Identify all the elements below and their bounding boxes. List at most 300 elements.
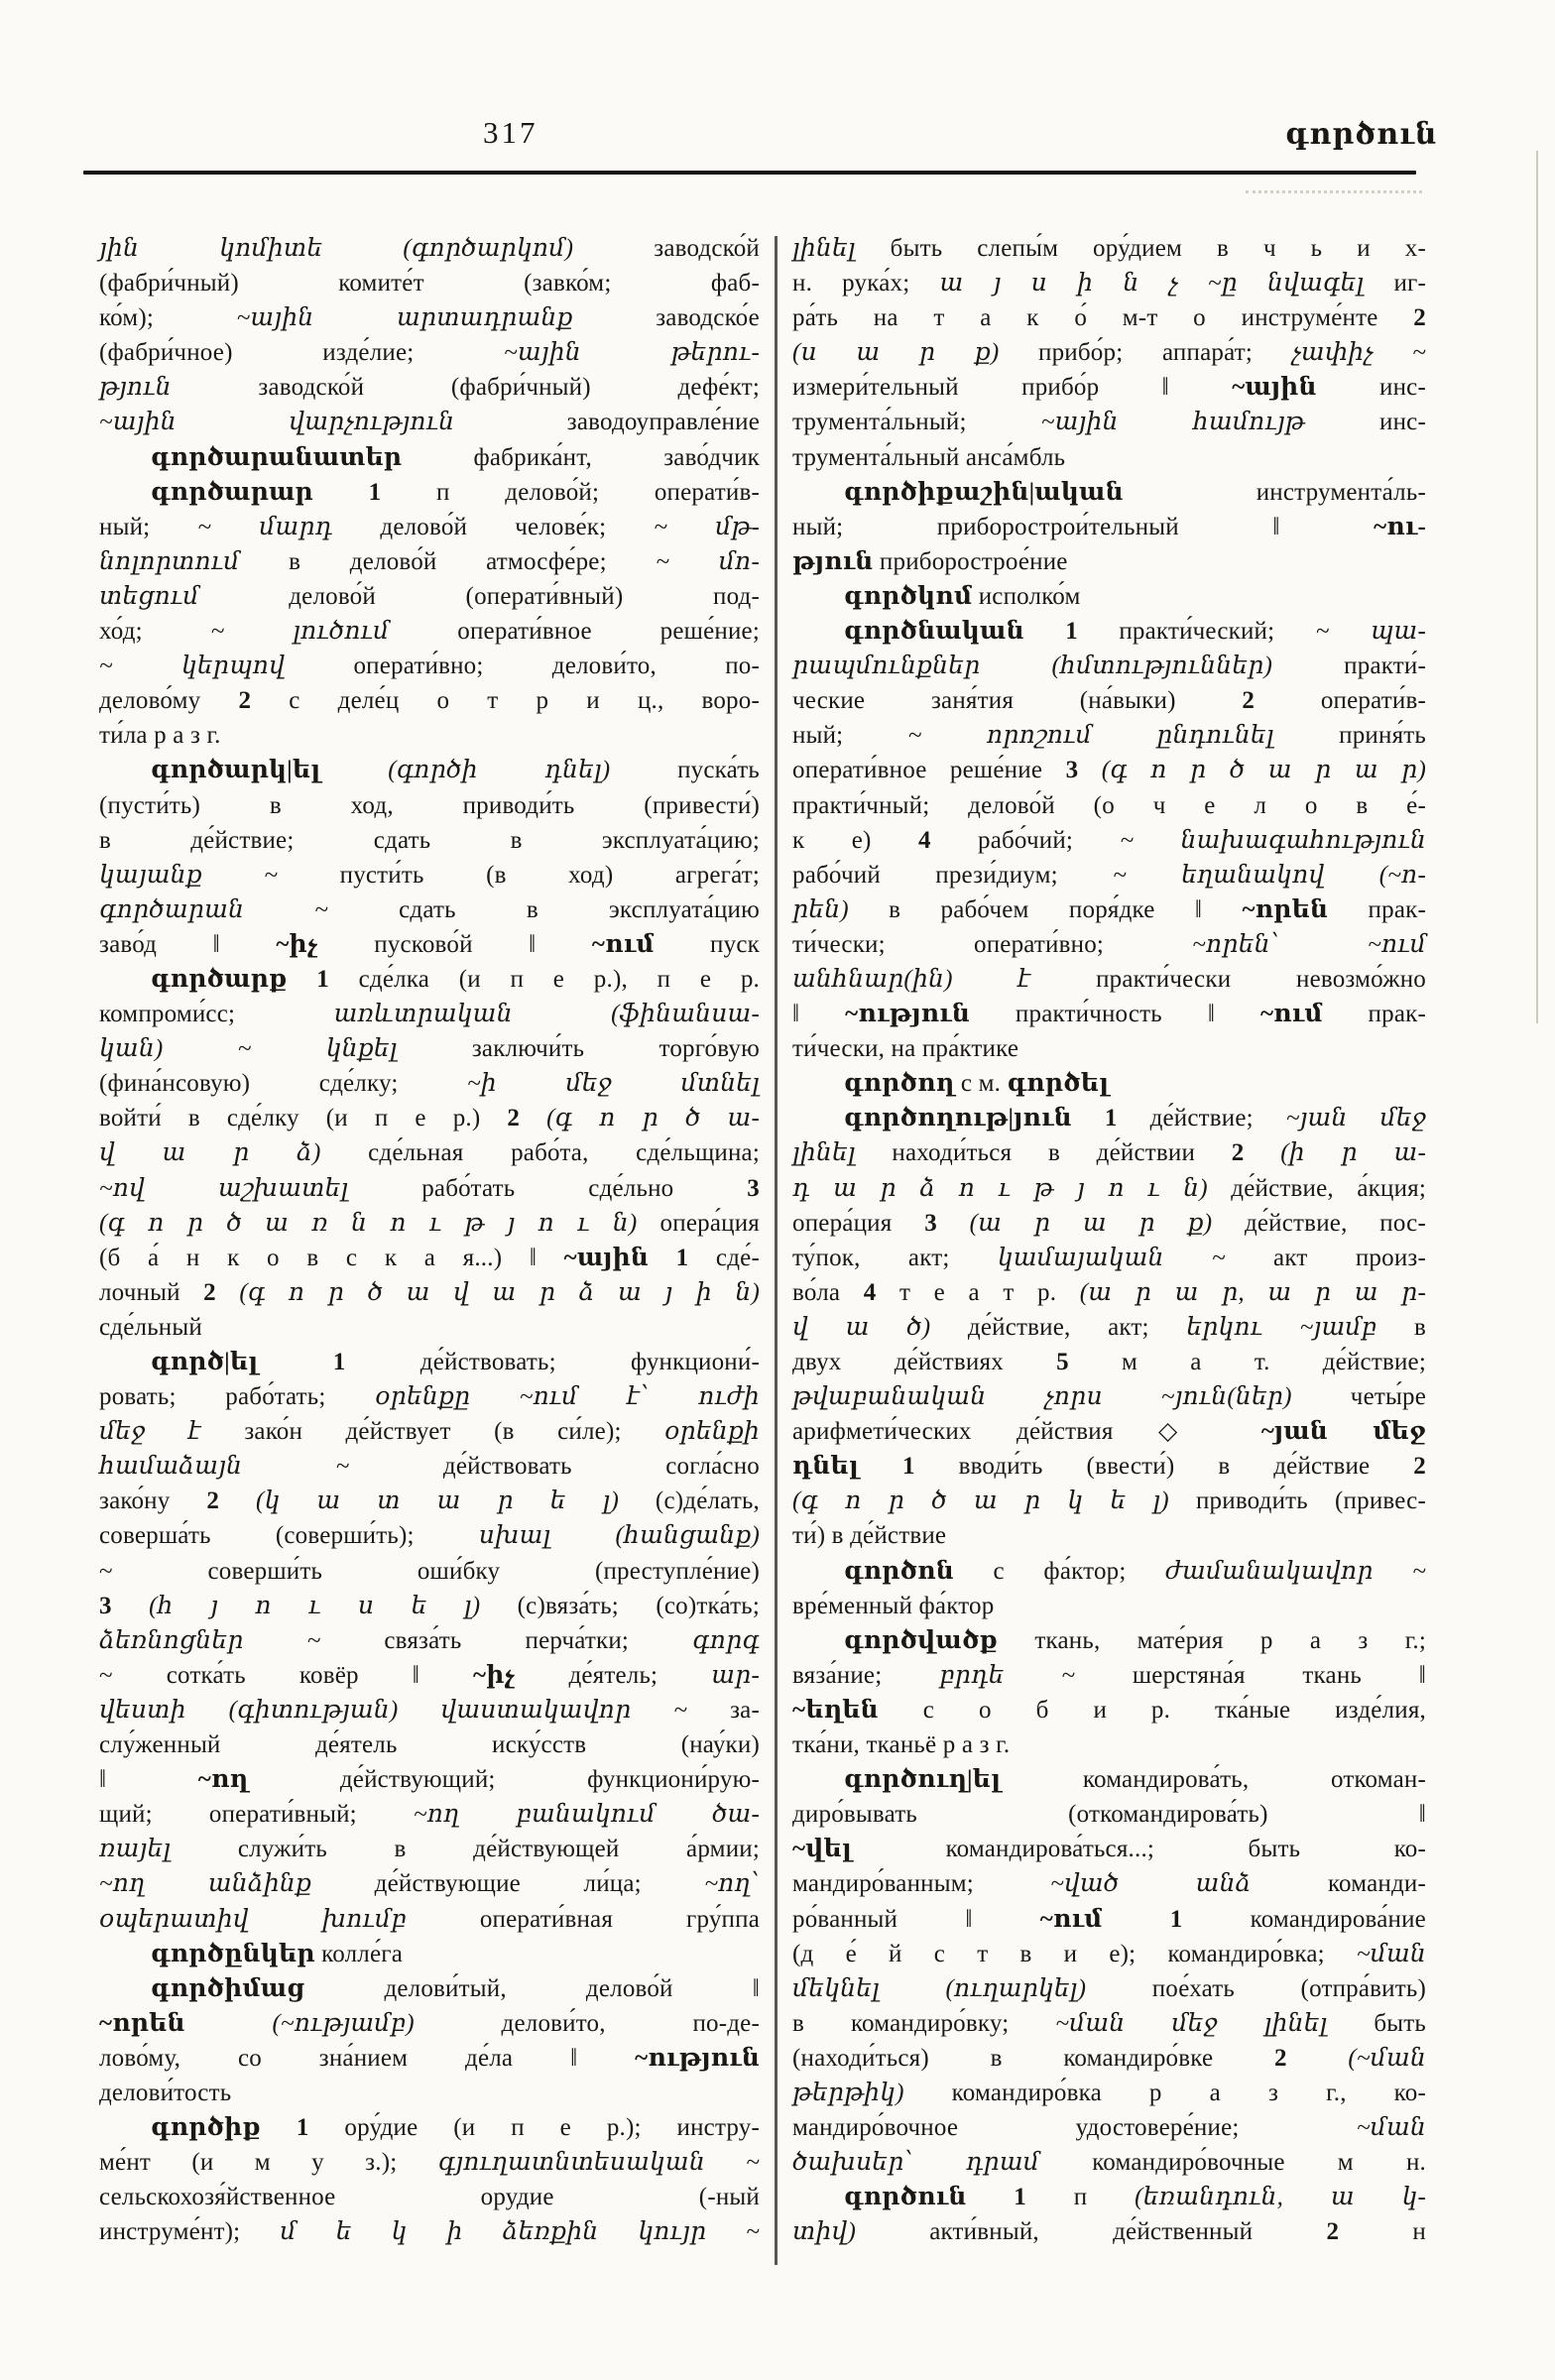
armenian-example-text: ~ եղանակով (~ո- bbox=[1113, 861, 1427, 889]
bold-headword-text: գործոն bbox=[844, 1557, 954, 1585]
armenian-example-text: ~ կերպով bbox=[99, 653, 286, 680]
text-line bbox=[99, 335, 760, 370]
russian-text: п bbox=[1026, 2184, 1136, 2211]
bold-headword-text: ~ում bbox=[1259, 1001, 1323, 1028]
text-line bbox=[792, 1135, 1426, 1170]
russian-text: де́йствие, пос- bbox=[1212, 1209, 1426, 1237]
bold-headword-text: ~ություն bbox=[845, 1001, 970, 1028]
armenian-example-text: ~ող՝ bbox=[704, 1870, 760, 1898]
bold-headword-text: 2 bbox=[206, 1488, 220, 1515]
text-line bbox=[792, 1414, 1426, 1449]
bold-headword-text: ~իչ bbox=[276, 930, 318, 958]
text-line bbox=[99, 1345, 760, 1379]
russian-text: ро́ванный ‖ bbox=[792, 1905, 1040, 1933]
text-line bbox=[792, 2076, 1426, 2110]
russian-text: н bbox=[1339, 2218, 1426, 2246]
text-line bbox=[792, 1031, 1426, 1066]
text-line bbox=[99, 2214, 760, 2249]
russian-text: инс- bbox=[1304, 409, 1426, 436]
armenian-example-text: (~ման bbox=[1348, 2044, 1426, 2072]
bold-headword-text: ~ություն bbox=[635, 2044, 760, 2072]
text-line bbox=[99, 823, 760, 858]
text-line bbox=[99, 1484, 760, 1518]
bold-headword-text: 3 bbox=[1065, 757, 1079, 784]
russian-text: арифмети́ческих де́йствия ◇ bbox=[792, 1418, 1261, 1446]
russian-text: соверша́ть (соверши́ть); bbox=[99, 1522, 479, 1550]
russian-text bbox=[1244, 1139, 1280, 1166]
armenian-example-text: (ա ր ա ր ք) bbox=[969, 1209, 1213, 1237]
text-line bbox=[792, 1310, 1426, 1345]
bold-headword-text: 5 bbox=[1056, 1349, 1069, 1375]
armenian-example-text: մ ե կ ի ձեռքին կույր ~ bbox=[280, 2218, 760, 2246]
russian-text: (находи́ться) в командиро́вке bbox=[792, 2044, 1274, 2072]
armenian-example-text: թվաբանական չորս ~յուն(ներ) bbox=[792, 1383, 1292, 1411]
bold-headword-text: 1 bbox=[332, 1349, 346, 1375]
text-line bbox=[792, 1554, 1426, 1589]
text-line bbox=[99, 440, 760, 475]
russian-text: (фабри́чный) комите́т (завко́м; фаб- bbox=[99, 270, 760, 298]
text-line bbox=[99, 2006, 760, 2041]
text-line bbox=[99, 300, 760, 335]
text-line bbox=[792, 475, 1426, 510]
russian-text: сде́- bbox=[688, 1244, 760, 1271]
armenian-example-text: լինել bbox=[792, 1139, 856, 1167]
russian-text: опера́ция bbox=[637, 1209, 760, 1237]
armenian-example-text: տեցում bbox=[99, 582, 199, 610]
russian-text: пуска́ть bbox=[610, 757, 760, 784]
armenian-example-text: մեջ է bbox=[99, 1418, 201, 1446]
bold-headword-text: ~ու- bbox=[1374, 513, 1426, 540]
russian-text: во́ла bbox=[792, 1278, 864, 1306]
russian-text: ти́чески, на пра́ктике bbox=[792, 1035, 1019, 1063]
text-line bbox=[792, 649, 1426, 683]
russian-text: заводско́е bbox=[572, 304, 760, 332]
text-line bbox=[99, 370, 760, 405]
russian-text: практи́ческий; bbox=[1077, 618, 1316, 646]
armenian-example-text: անհնար(ին) է bbox=[792, 965, 1031, 993]
text-line bbox=[792, 1066, 1426, 1101]
text-line bbox=[99, 2110, 760, 2145]
russian-text: в командиро́вку; bbox=[792, 2009, 1056, 2037]
russian-text bbox=[216, 1279, 239, 1306]
armenian-example-text: (գործի դնել) bbox=[388, 757, 611, 784]
bold-headword-text: գործիմաց bbox=[151, 1974, 305, 2002]
russian-text: диро́вывать (откомандирова́ть) ‖ bbox=[792, 1801, 1426, 1829]
russian-text: (фабри́чное) изде́лие; bbox=[99, 339, 505, 367]
text-line bbox=[99, 1206, 760, 1241]
russian-text: сде́льная рабо́та, сде́льщина; bbox=[320, 1139, 760, 1167]
russian-text: ровать; рабо́тать; bbox=[99, 1383, 376, 1411]
text-line bbox=[99, 544, 760, 579]
russian-text: (с)де́лать, bbox=[618, 1488, 760, 1515]
russian-text bbox=[313, 479, 369, 506]
bold-headword-text: 2 bbox=[203, 1278, 216, 1306]
armenian-example-text: ժամանակավոր ~ bbox=[1165, 1557, 1426, 1585]
russian-text: рабо́чий прези́диум; bbox=[792, 861, 1114, 889]
bold-headword-text: 4 bbox=[863, 1278, 877, 1306]
bold-headword-text: ~եղեն bbox=[792, 1696, 879, 1724]
armenian-example-text: յին կոմիտե (գործարկոմ) bbox=[99, 235, 574, 262]
bold-headword-text: ~ային bbox=[563, 1244, 650, 1271]
russian-text: компроми́сс; bbox=[99, 1001, 334, 1028]
bold-headword-text: գործարանատեր bbox=[151, 443, 403, 471]
page-number: 317 bbox=[483, 115, 538, 150]
armenian-example-text: ձեռնոցներ ~ bbox=[99, 1626, 321, 1654]
armenian-example-text: (ի ր ա- bbox=[1280, 1139, 1426, 1167]
text-line bbox=[99, 1762, 760, 1797]
text-line bbox=[99, 1937, 760, 1971]
russian-text: связа́ть перча́тки; bbox=[320, 1626, 693, 1654]
russian-text: хо́д; bbox=[99, 618, 211, 646]
russian-text: ‖ bbox=[792, 1001, 846, 1028]
russian-text: ‖ bbox=[99, 1766, 198, 1794]
russian-text: войти́ в сде́лку (и п е р.) bbox=[99, 1105, 508, 1132]
armenian-example-text: ~ մթ- bbox=[654, 513, 760, 540]
text-line bbox=[99, 1727, 760, 1762]
bold-headword-text: գործնական bbox=[844, 618, 1024, 646]
column-left bbox=[99, 231, 760, 2249]
russian-text: измери́тельный прибо́р ‖ bbox=[792, 374, 1233, 402]
text-line bbox=[792, 927, 1426, 962]
russian-text: делово́му bbox=[99, 687, 239, 715]
armenian-example-text: ~ային թերու- bbox=[504, 339, 760, 367]
text-line bbox=[792, 1171, 1426, 1206]
text-line bbox=[792, 2110, 1426, 2145]
armenian-example-text: (գ ո ր ծ ա- bbox=[546, 1105, 760, 1132]
bold-headword-text: գործուղ|ել bbox=[844, 1766, 1002, 1794]
russian-text: м а т. де́йствие; bbox=[1068, 1349, 1426, 1375]
russian-text: трумента́льный анса́мбль bbox=[792, 443, 1066, 471]
armenian-example-text: ~ի մեջ մտնել bbox=[467, 1070, 760, 1098]
armenian-example-text: գորգ bbox=[692, 1626, 760, 1654]
text-line bbox=[99, 405, 760, 439]
armenian-example-text: վ ա ր ձ) bbox=[99, 1139, 321, 1167]
armenian-example-text: ~ային համույթ bbox=[1040, 409, 1305, 436]
text-line bbox=[99, 753, 760, 787]
bold-headword-text: ~որեն bbox=[99, 2009, 185, 2037]
armenian-example-text: սխալ (հանցանք) bbox=[478, 1522, 760, 1550]
text-line bbox=[792, 1101, 1426, 1135]
text-line bbox=[792, 1762, 1426, 1797]
armenian-example-text: նոլորտում bbox=[99, 547, 240, 575]
russian-text: ти́ла р а з г. bbox=[99, 722, 221, 750]
text-line bbox=[99, 2041, 760, 2076]
armenian-example-text: համաձայն ~ bbox=[99, 1453, 350, 1481]
armenian-example-text: օպերատիվ խումբ bbox=[99, 1905, 407, 1933]
armenian-example-text: ~ նախագահություն bbox=[1120, 826, 1426, 854]
text-line bbox=[792, 2041, 1426, 2076]
bold-headword-text: գործարկ|ել bbox=[151, 757, 321, 784]
armenian-example-text: վ ա ծ) bbox=[792, 1313, 931, 1341]
russian-text: заводоуправле́ние bbox=[454, 409, 760, 436]
russian-text: ти́чески; операти́вно; bbox=[792, 930, 1193, 958]
text-line bbox=[792, 753, 1426, 787]
russian-text: (д е́ й с т в и е); командиро́вка; bbox=[792, 1940, 1357, 1967]
russian-text: с м. bbox=[954, 1070, 1008, 1098]
russian-text: с деле́ц о т р и ц., воро- bbox=[251, 687, 760, 715]
russian-text: командирова́ние bbox=[1182, 1905, 1426, 1933]
bold-headword-text: գործարար bbox=[151, 478, 313, 506]
armenian-example-text: թերթիկ) bbox=[792, 2079, 904, 2106]
text-line bbox=[99, 1658, 760, 1693]
bold-headword-text: ~ային bbox=[1232, 374, 1317, 402]
text-line bbox=[99, 1171, 760, 1206]
russian-text bbox=[219, 1488, 256, 1514]
bold-headword-text: դնել bbox=[792, 1453, 859, 1481]
russian-text: сде́льный bbox=[99, 1313, 202, 1341]
armenian-example-text: թյուն bbox=[99, 374, 172, 402]
russian-text: мандиро́вочное удостовере́ние; bbox=[792, 2114, 1357, 2142]
armenian-example-text: գործարան ~ bbox=[99, 895, 328, 923]
text-line bbox=[792, 1449, 1426, 1484]
russian-text: команди- bbox=[1251, 1870, 1426, 1898]
bold-headword-text: գործողութ|յուն bbox=[844, 1105, 1072, 1132]
text-line bbox=[99, 962, 760, 997]
russian-text bbox=[258, 1349, 332, 1375]
russian-text: лово́му, со зна́нием де́ла ‖ bbox=[99, 2044, 636, 2072]
bold-headword-text: թյուն bbox=[792, 547, 874, 575]
text-line bbox=[792, 788, 1426, 823]
bold-headword-text: ~ող bbox=[197, 1766, 249, 1794]
text-line bbox=[99, 2145, 760, 2180]
text-line bbox=[792, 2214, 1426, 2249]
bold-headword-text: 4 bbox=[917, 826, 931, 854]
russian-text: инс- bbox=[1316, 374, 1426, 402]
armenian-example-text: ~որեն՝ ~ում bbox=[1192, 930, 1426, 958]
russian-text: находи́ться в де́йствии bbox=[855, 1139, 1232, 1167]
russian-text: заключи́ть торго́вую bbox=[397, 1035, 760, 1063]
armenian-example-text: կան) ~ կնքել bbox=[99, 1035, 398, 1063]
text-line bbox=[792, 2006, 1426, 2041]
bold-headword-text: 1 bbox=[1065, 618, 1078, 646]
text-line bbox=[99, 1971, 760, 2006]
bold-headword-text: ~վել bbox=[792, 1836, 853, 1863]
russian-text: приводи́ть (привес- bbox=[1168, 1488, 1426, 1515]
text-line bbox=[792, 892, 1426, 927]
bold-headword-text: գործուն bbox=[844, 2184, 967, 2211]
text-line bbox=[99, 2180, 760, 2214]
russian-text: ткань, мате́рия р а з г.; bbox=[998, 1626, 1426, 1654]
text-line bbox=[99, 1554, 760, 1589]
russian-text: (фина́нсовую) сде́лку; bbox=[99, 1070, 468, 1098]
russian-text: командирова́ться...; быть ко- bbox=[852, 1836, 1426, 1863]
russian-text: слу́женный де́ятель иску́сств (нау́ки) bbox=[99, 1731, 760, 1759]
armenian-example-text: մեկնել (ուղարկել) bbox=[792, 1974, 1087, 2002]
russian-text: вводи́ть (ввести́) в де́йствие bbox=[914, 1453, 1414, 1481]
text-line bbox=[792, 1693, 1426, 1727]
russian-text: пое́хать (отпра́вить) bbox=[1086, 1974, 1426, 2002]
russian-text: трумента́льный; bbox=[792, 409, 1041, 436]
scan-speckles bbox=[1246, 190, 1422, 197]
text-line bbox=[792, 614, 1426, 649]
russian-text: тка́ни, тканьё р а з г. bbox=[792, 1731, 1011, 1759]
armenian-example-text: (ս ա ր ք) bbox=[792, 339, 1000, 367]
text-line bbox=[99, 1066, 760, 1101]
russian-text bbox=[261, 2114, 297, 2141]
russian-text: заводско́й (фабри́чный) дефе́кт; bbox=[171, 374, 760, 402]
text-line bbox=[99, 649, 760, 683]
russian-text: делови́тый, делово́й ‖ bbox=[304, 1974, 760, 2002]
russian-text: (б а́ н к о в с к а я...) ‖ bbox=[99, 1244, 564, 1271]
russian-text: практи́- bbox=[1272, 653, 1426, 680]
armenian-example-text: ~ող անձինք bbox=[99, 1870, 312, 1898]
column-divider-line bbox=[775, 236, 778, 2265]
armenian-example-text: ~ված անձ bbox=[1050, 1870, 1252, 1898]
armenian-example-text: ~ման bbox=[1356, 1940, 1426, 1967]
text-line bbox=[792, 1727, 1426, 1762]
armenian-example-text: ~յան մեջ bbox=[1285, 1105, 1426, 1132]
russian-text: ко́м); bbox=[99, 304, 237, 332]
armenian-example-text: ~ մարդ bbox=[197, 513, 333, 540]
text-line bbox=[99, 231, 760, 266]
russian-text: делови́тость bbox=[99, 2079, 232, 2106]
russian-text: колле́га bbox=[314, 1940, 404, 1967]
bold-headword-text: 2 bbox=[1413, 304, 1426, 332]
text-line bbox=[792, 823, 1426, 858]
armenian-example-text: կայանք ~ bbox=[99, 861, 279, 889]
text-line bbox=[99, 510, 760, 544]
text-line bbox=[99, 858, 760, 892]
bold-headword-text: 2 bbox=[1273, 2044, 1287, 2072]
russian-text: ту́пок, акт; bbox=[792, 1244, 998, 1271]
text-line bbox=[792, 1866, 1426, 1901]
bold-headword-text: 1 bbox=[1169, 1905, 1183, 1933]
russian-text: п делово́й; операти́в- bbox=[381, 478, 760, 506]
text-line bbox=[792, 440, 1426, 475]
bold-headword-text: 3 bbox=[99, 1592, 112, 1619]
header-rule bbox=[83, 171, 1416, 175]
russian-text: операти́вная гру́ппа bbox=[406, 1905, 760, 1933]
armenian-example-text: ~ մո- bbox=[656, 547, 760, 575]
bold-headword-text: գործել bbox=[1007, 1070, 1110, 1098]
russian-text: операти́в- bbox=[1255, 687, 1427, 715]
russian-text: в рабо́чем поря́дке ‖ bbox=[848, 895, 1243, 923]
column-right bbox=[792, 231, 1426, 2249]
russian-text: зако́н де́йствует (в си́ле); bbox=[200, 1418, 665, 1446]
bold-headword-text: 2 bbox=[238, 687, 252, 715]
text-line bbox=[99, 1589, 760, 1623]
armenian-example-text: ար- bbox=[711, 1661, 760, 1689]
text-line bbox=[792, 1206, 1426, 1241]
text-line bbox=[99, 475, 760, 510]
russian-text bbox=[288, 966, 317, 993]
text-line bbox=[99, 1310, 760, 1345]
armenian-example-text: ~ման մեջ լինել bbox=[1055, 2009, 1328, 2037]
bold-headword-text: 1 bbox=[901, 1453, 915, 1481]
russian-text: шерстяна́я ткань ‖ bbox=[1075, 1661, 1426, 1689]
bold-headword-text: ~ում bbox=[1039, 1905, 1103, 1933]
russian-text: делово́й (операти́вный) под- bbox=[198, 582, 760, 610]
russian-text: зако́ну bbox=[99, 1488, 207, 1515]
text-line bbox=[792, 510, 1426, 544]
russian-text: де́йствующий; функциони́рую- bbox=[248, 1766, 760, 1794]
bold-headword-text: 1 bbox=[675, 1244, 689, 1271]
russian-text: операти́вное реше́ние bbox=[792, 757, 1066, 784]
russian-text: служи́ть в де́йствующей а́рмии; bbox=[171, 1836, 760, 1863]
russian-text: пуск bbox=[654, 930, 760, 958]
russian-text: к е) bbox=[792, 826, 918, 854]
armenian-example-text: (գ ո ր ծ ա ր կ ե լ) bbox=[792, 1488, 1169, 1515]
text-line bbox=[792, 2145, 1426, 2180]
text-line bbox=[99, 1797, 760, 1832]
text-line bbox=[99, 2076, 760, 2110]
russian-text: инструме́нт); bbox=[99, 2218, 281, 2246]
russian-text: ~ соверши́ть оши́бку (преступле́ние) bbox=[99, 1557, 760, 1585]
russian-text: ный; bbox=[792, 722, 908, 750]
russian-text: в bbox=[1376, 1313, 1426, 1341]
bold-headword-text: ~իչ bbox=[473, 1661, 516, 1689]
text-line bbox=[99, 997, 760, 1031]
russian-text: ный; приборострои́тельный ‖ bbox=[792, 513, 1375, 540]
text-line bbox=[99, 1379, 760, 1414]
text-line bbox=[792, 300, 1426, 335]
russian-text: вяза́ние; bbox=[792, 1661, 940, 1689]
text-line bbox=[792, 370, 1426, 405]
bold-headword-text: գործընկեր bbox=[151, 1940, 315, 1967]
armenian-example-text: չափիչ ~ bbox=[1291, 339, 1426, 367]
russian-text: инструмента́ль- bbox=[1123, 478, 1426, 506]
armenian-example-text: (ա ր ա ր, ա ր ա ր- bbox=[1079, 1278, 1426, 1306]
armenian-example-text: ա յ ս ի ն չ ~ը նվագել bbox=[939, 270, 1365, 298]
text-line bbox=[99, 1518, 760, 1553]
russian-text: прак- bbox=[1328, 895, 1426, 923]
text-line bbox=[792, 1484, 1426, 1518]
russian-text bbox=[1287, 2045, 1349, 2072]
russian-text bbox=[520, 1105, 546, 1131]
russian-text: практи́чный; делово́й (о ч е л о в е́- bbox=[792, 791, 1426, 819]
russian-text: сельскохозя́йственное орудие (-ный bbox=[99, 2184, 760, 2211]
russian-text: ра́ть на т а к о́ м-т о инструме́нте bbox=[792, 304, 1414, 332]
bold-headword-text: ~որեն bbox=[1242, 895, 1329, 923]
russian-text: ти́) в де́йствие bbox=[792, 1522, 947, 1550]
russian-text: операти́вно; делови́то, по- bbox=[285, 653, 760, 680]
armenian-example-text: ~ պա- bbox=[1315, 618, 1426, 646]
text-line bbox=[792, 1345, 1426, 1379]
scan-edge-artifact bbox=[1536, 151, 1538, 1023]
text-line bbox=[99, 579, 760, 614]
armenian-example-text: լինել bbox=[792, 235, 856, 262]
text-line bbox=[792, 1275, 1426, 1310]
russian-text: де́йствие, а́кция; bbox=[1207, 1174, 1427, 1202]
russian-text: с о б и р. тка́ные изде́лия, bbox=[878, 1696, 1426, 1724]
text-line bbox=[99, 892, 760, 927]
armenian-example-text: ~ լուծում bbox=[210, 618, 390, 646]
russian-text: де́йствующие ли́ца; bbox=[311, 1870, 705, 1898]
bold-headword-text: գործիք bbox=[151, 2114, 261, 2142]
bold-headword-text: 3 bbox=[924, 1209, 937, 1237]
armenian-example-text: (~ությամբ) bbox=[272, 2009, 415, 2037]
russian-text: прак- bbox=[1322, 1001, 1426, 1028]
russian-text bbox=[185, 2010, 273, 2037]
russian-text: де́йствовать согла́сно bbox=[349, 1453, 760, 1481]
russian-text: ческие заня́тия (на́выки) bbox=[792, 687, 1243, 715]
russian-text: исполко́м bbox=[972, 582, 1081, 610]
text-line bbox=[792, 544, 1426, 579]
armenian-example-text: (գ ո ր ծ ա վ ա ր ձ ա յ ի ն) bbox=[239, 1278, 761, 1306]
text-line bbox=[792, 1379, 1426, 1414]
text-line bbox=[99, 1135, 760, 1170]
armenian-example-text: րապմունքներ (հմտություններ) bbox=[792, 653, 1273, 680]
text-line bbox=[792, 962, 1426, 997]
running-head: գործուն bbox=[1285, 118, 1438, 151]
bold-headword-text: 3 bbox=[747, 1174, 760, 1202]
text-line bbox=[792, 231, 1426, 266]
russian-text: с фа́ктор; bbox=[953, 1557, 1166, 1585]
bold-headword-text: 2 bbox=[1242, 687, 1256, 715]
text-line bbox=[792, 858, 1426, 892]
bold-headword-text: 2 bbox=[1231, 1139, 1245, 1167]
text-line bbox=[792, 1832, 1426, 1866]
